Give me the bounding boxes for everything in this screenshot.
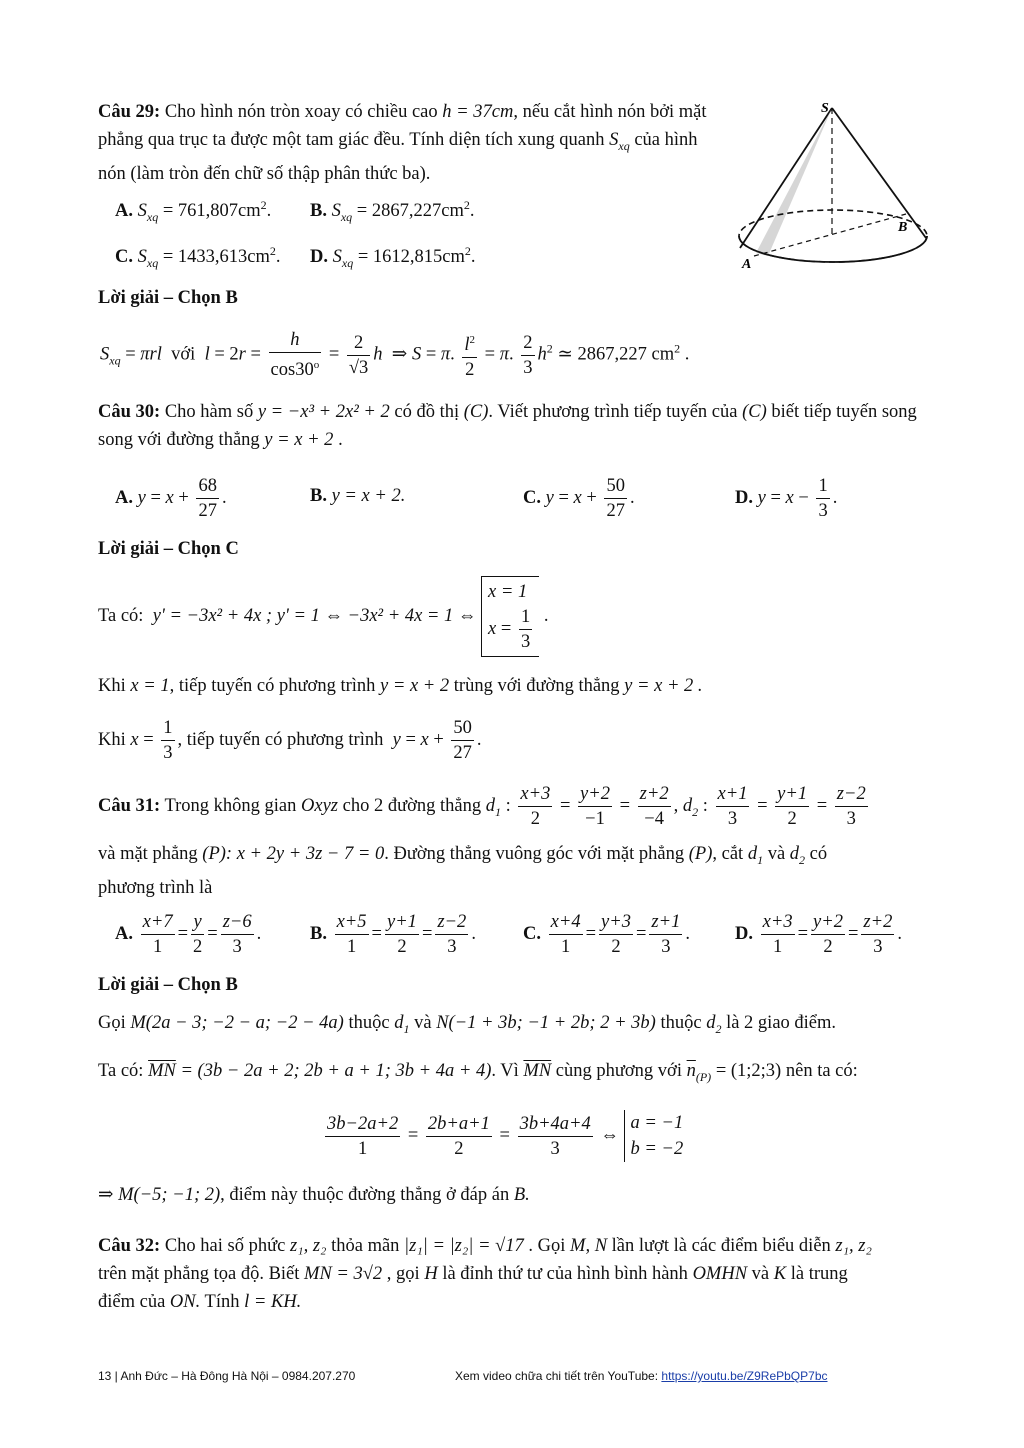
q31-system: $\frac{3b-2a+2}{1}$ = $\frac{2b+a+1}{2}$ = $\frac{3b+4a+4}{3}$ ⇔ a = −1 b = −2 [322,1110,683,1162]
q31-option-a: A. $\frac{x+7}{1}$ = $\frac{y}{2}$ = $\frac{z-6}{3}$ . [115,912,262,957]
footer-left: 13 | Anh Đức – Hà Đông Hà Nội – 0984.207.270 [98,1369,356,1383]
cone-figure [728,98,938,273]
q29-option-d: D. $S_{xq} = 1612,815cm^2$. [310,244,476,270]
q31-points: Gọi M(2a − 3; −2 − a; −2 − 4a) thuộc $d_1$ và N(−1 + 3b; −1 + 2b; 2 + 3b) thuộc $d_2$ là 2 giao điểm. [98,1013,837,1036]
q30-solution-heading: Lời giải – Chọn C [98,539,239,559]
q31-option-c: C. $\frac{x+4}{1}$ = $\frac{y+3}{2}$ = $\frac{z+1}{3}$ . [523,912,690,957]
system-brace: a = −1 b = −2 [624,1110,684,1162]
footer-right: Xem video chữa chi tiết trên YouTube: https://youtu.be/Z9RePbQP7bc [455,1369,828,1383]
q30-option-a: A. y = x + $\frac{68}{27}$ . [115,476,227,521]
vertex-s-label: S [821,101,829,116]
q29-option-a: A. $S_{xq} = 761,807cm^2$. [115,198,272,224]
vertex-b-label: B [898,220,908,235]
q29-solution-heading: Lời giải – Chọn B [98,288,238,308]
q31-option-b: B. $\frac{x+5}{1}$ = $\frac{y+1}{2}$ = $\frac{z-2}{3}$ . [310,912,476,957]
q29-solution-formula: $S_{xq} = \pi rl$ với l = 2r = $\frac{h}{\cos 30^o}$ = $\frac{2}{√3}$ h ⇒ S = π. $\frac{l^2}{2}$ = π. $\frac{2}{3}$ $h^2$ ≃ 2867,227 $cm^2$ . [100,330,690,381]
q30-case-2: Khi x = $\frac{1}{3}$ , tiếp tuyến có phương trình y = x + $\frac{50}{27}$ . [98,718,482,763]
q29-option-b: B. $S_{xq} = 2867,227cm^2$. [310,198,475,224]
youtube-link[interactable]: https://youtu.be/Z9RePbQP7bc [661,1369,828,1383]
q31-vector-line: Ta có: $\overline{MN} = (3b - 2a + 2$; 2b + a + 1; 3b + 4a + 4). Vì $\overline{MN}$ cùng phương với $\overline{n}_{(P)}$ = (1;2;3) nên ta có: [98,1061,858,1084]
vertex-a-label: A [742,257,752,272]
q32-stem: Câu 32: Cho hai số phức z₁, z₂ thỏa mãn |z₁| = |z₂| = √17 . Gọi M, N lần lượt là các điểm biểu diễn z₁, z₂ trên mặt phẳng tọa độ. Biết MN = 3√2 , gọi H là đỉnh thứ tư của hình bình hành OMHN và K là trung điểm của ON. Tính l = KH. [98,1236,872,1312]
q30-stem: Câu 30: Cho hàm số y = −x³ + 2x² + 2 có đồ thị (C). Viết phương trình tiếp tuyến của (C) biết tiếp tuyến song song với đường thẳng y = x + 2 . [98,402,917,450]
q31-stem-line2: và mặt phẳng (P): x + 2y + 3z − 7 = 0. Đường thẳng vuông góc với mặt phẳng (P), cắt $d_1$ và $d_2$ có phương trình là [98,844,828,898]
q30-option-c: C. y = x + $\frac{50}{27}$ . [523,476,635,521]
q31-solution-heading: Lời giải – Chọn B [98,975,238,995]
q30-case-1: Khi x = 1, tiếp tuyến có phương trình y = x + 2 trùng với đường thẳng y = x + 2 . [98,676,703,696]
q31-stem-line1: Câu 31: Trong không gian Oxyz cho 2 đường thẳng $d_1$ : $\frac{x+3}{2}$ = $\frac{y+2}{-1}$ = $\frac{z+2}{-4}$ , $d_2$ : $\frac{x+1}{3}$ = $\frac{y+1}{2}$ = $\frac{z-2}{3}$ [98,784,866,829]
q30-derivative: Ta có: y' = −3x² + 4x ; y' = 1 ⇔ −3x² + 4x = 1 ⇔ x = 1 x = $\frac{1}{3}$ . [98,576,548,657]
q30-option-b: B. y = x + 2. [310,486,406,506]
q29-stem: Câu 29: Cho hình nón tròn xoay có chiều cao h = 37cm, nếu cắt hình nón bởi mặt phẳng qua trục ta được một tam giác đều. Tính diện tích xung quanh $S_{xq}$ của hình nón (làm tròn đến chữ số thập phân thức ba). [98,102,707,184]
q31-conclusion: ⇒ M(−5; −1; 2), điểm này thuộc đường thẳng ở đáp án B. [98,1185,530,1205]
case-bracket: x = 1 x = $\frac{1}{3}$ [481,576,539,657]
q31-option-d: D. $\frac{x+3}{1}$ = $\frac{y+2}{2}$ = $\frac{z+2}{3}$ . [735,912,902,957]
q30-option-d: D. y = x − $\frac{1}{3}$ . [735,476,838,521]
q29-option-c: C. $S_{xq} = 1433,613cm^2$. [115,244,281,270]
